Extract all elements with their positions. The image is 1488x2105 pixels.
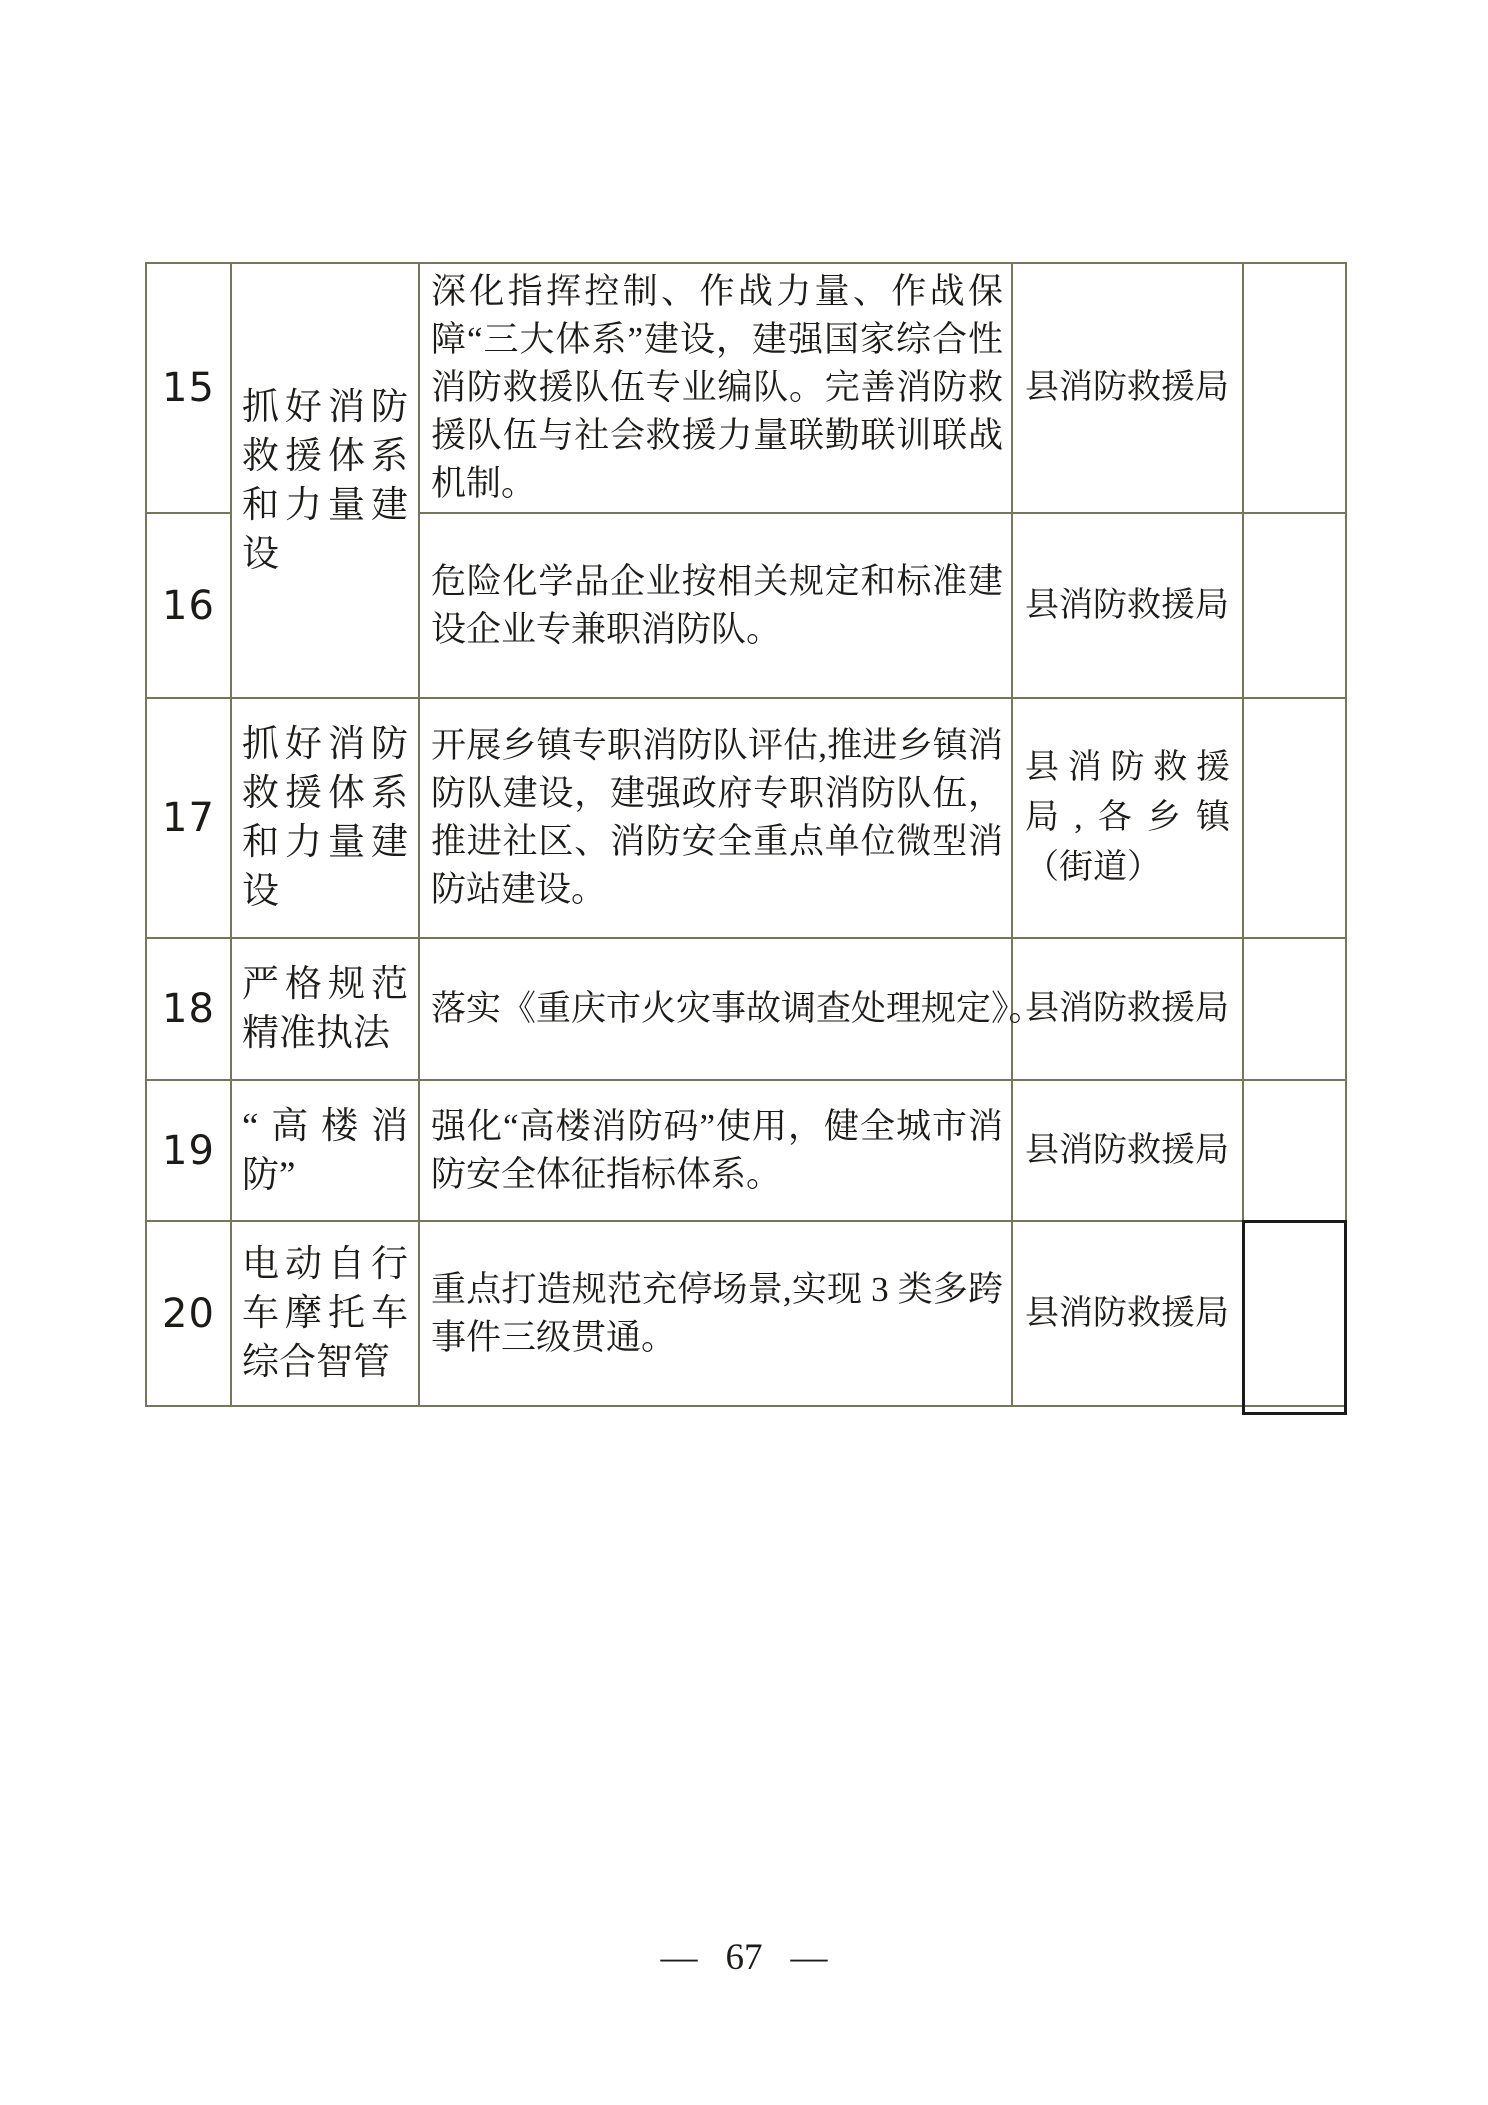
- task-cell-15: 深化指挥控制、作战力量、作战保障“三大体系”建设，建强国家综合性消防救援队伍专业编队。完善消防救援队伍与社会救援力量联勤联训联战机制。: [419, 263, 1012, 513]
- black-bordered-empty-cell: [1243, 1221, 1346, 1406]
- category-cell-15-16: 抓好消防救援体系和力量建设: [231, 263, 419, 698]
- empty-cell-15: [1243, 263, 1346, 513]
- empty-cell-19: [1243, 1080, 1346, 1221]
- table-row: [146, 938, 1346, 1080]
- empty-cell-17: [1243, 698, 1346, 938]
- row-20-number: 20: [146, 1221, 231, 1406]
- table-row: [146, 1080, 1346, 1221]
- dept-cell-20: 县消防救援局: [1012, 1221, 1243, 1406]
- row-17-number: 17: [146, 698, 231, 938]
- black-border-overlay: [1242, 1220, 1347, 1415]
- dept-cell-18: 县消防救援局: [1012, 938, 1243, 1080]
- task-cell-19: 强化“高楼消防码”使用，健全城市消防安全体征指标体系。: [419, 1080, 1012, 1221]
- row-19-number: 19: [146, 1080, 231, 1221]
- category-cell-20: 电动自行车摩托车综合智管: [231, 1221, 419, 1406]
- row-18-number: 18: [146, 938, 231, 1080]
- page-number: [0, 1936, 1488, 1979]
- category-cell-18: 严格规范精准执法: [231, 938, 419, 1080]
- page-number-value: 67: [725, 1937, 763, 1978]
- row-15-number: 15: [146, 263, 231, 513]
- task-cell-18: 落实《重庆市火灾事故调查处理规定》。: [419, 938, 1012, 1080]
- category-cell-19: “高楼消防”: [231, 1080, 419, 1221]
- table-row: [146, 263, 1346, 513]
- task-table: [145, 262, 1347, 1407]
- empty-cell-16: [1243, 513, 1346, 698]
- task-cell-16: 危险化学品企业按相关规定和标准建设企业专兼职消防队。: [419, 513, 1012, 698]
- category-cell-17: 抓好消防救援体系和力量建设: [231, 698, 419, 938]
- page-number-left-dash: —: [660, 1937, 698, 1978]
- dept-cell-15: 县消防救援局: [1012, 263, 1243, 513]
- task-cell-17: 开展乡镇专职消防队评估,推进乡镇消防队建设，建强政府专职消防队伍，推进社区、消防安全重点单位微型消防站建设。: [419, 698, 1012, 938]
- row-16-number: 16: [146, 513, 231, 698]
- table-row: [146, 698, 1346, 938]
- dept-cell-19: 县消防救援局: [1012, 1080, 1243, 1221]
- dept-cell-16: 县消防救援局: [1012, 513, 1243, 698]
- table-row: [146, 1221, 1346, 1406]
- page-number-right-dash: —: [790, 1937, 828, 1978]
- task-cell-20: 重点打造规范充停场景,实现 3 类多跨事件三级贯通。: [419, 1221, 1012, 1406]
- empty-cell-18: [1243, 938, 1346, 1080]
- dept-cell-17: 县消防救援局,各乡镇（街道）: [1012, 698, 1243, 938]
